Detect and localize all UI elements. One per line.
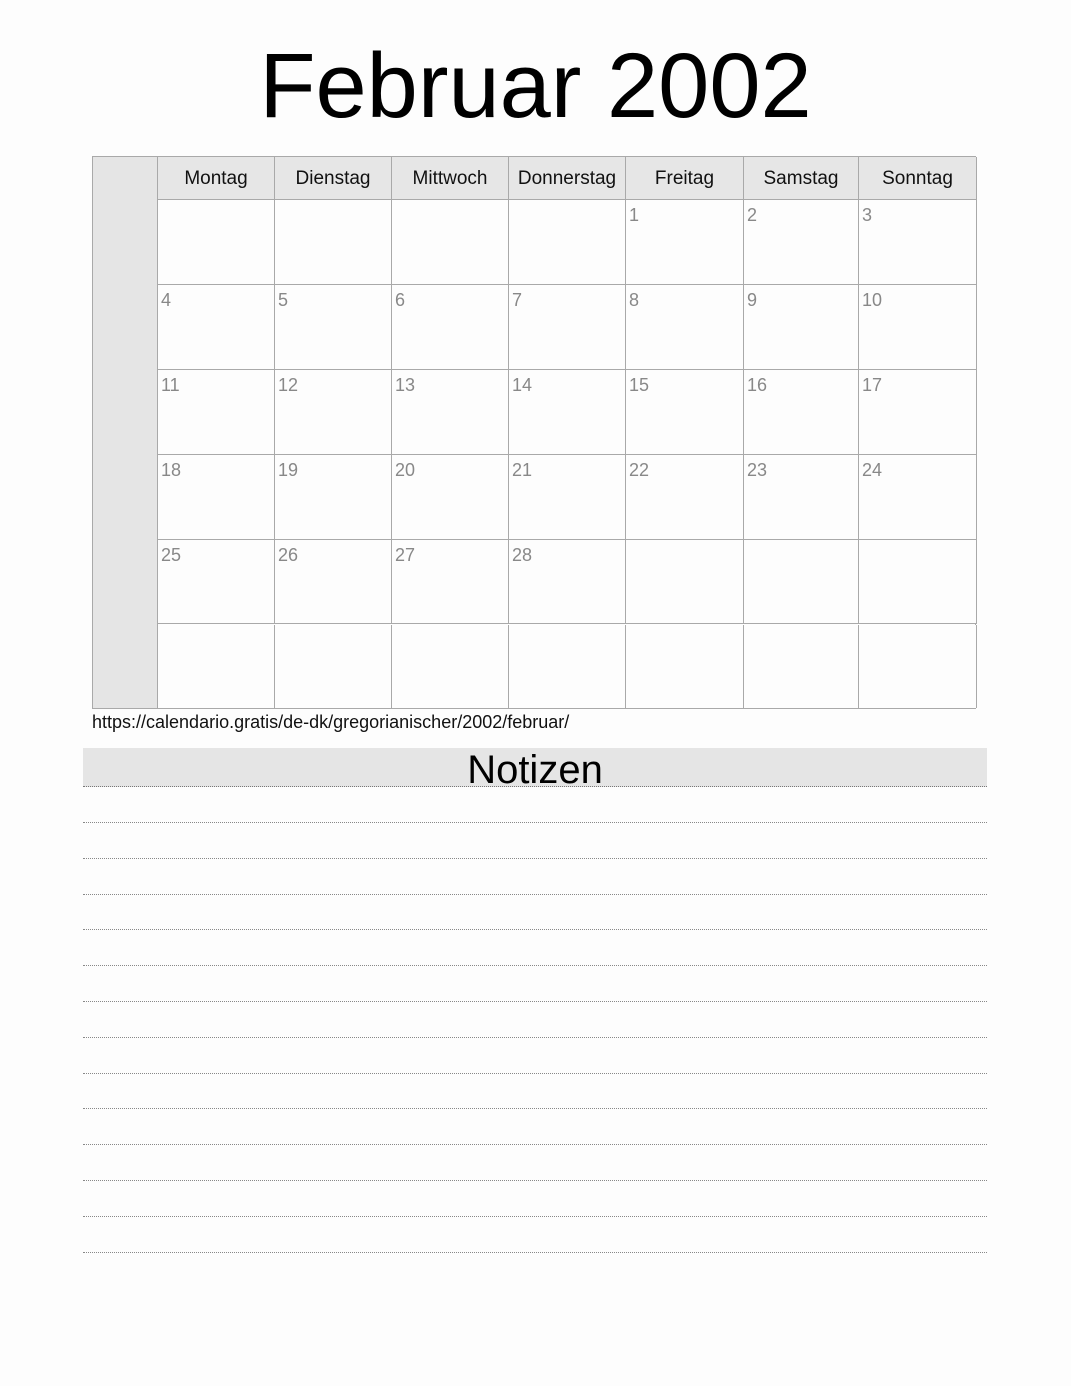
day-number: 20 xyxy=(395,459,416,480)
note-line xyxy=(83,1001,987,1002)
day-cell xyxy=(626,200,744,285)
day-cell xyxy=(392,540,509,625)
day-cell xyxy=(392,625,509,709)
note-line xyxy=(83,965,987,966)
day-cell xyxy=(509,540,626,625)
note-line xyxy=(83,1216,987,1217)
day-cell xyxy=(859,455,977,540)
day-number: 7 xyxy=(512,289,523,310)
day-number: 6 xyxy=(395,289,406,310)
day-cell xyxy=(275,625,392,709)
note-line xyxy=(83,1180,987,1181)
day-cell xyxy=(626,285,744,370)
day-number: 15 xyxy=(629,374,650,395)
day-number: 27 xyxy=(395,544,416,565)
day-cell xyxy=(859,625,977,709)
note-line xyxy=(83,1037,987,1038)
weekday-header: Freitag xyxy=(626,157,744,200)
day-cell xyxy=(392,200,509,285)
day-cell xyxy=(392,285,509,370)
weekday-header: Mittwoch xyxy=(392,157,509,200)
day-cell xyxy=(158,200,275,285)
day-number: 12 xyxy=(278,374,299,395)
day-number: 11 xyxy=(161,374,180,395)
day-cell xyxy=(509,370,626,455)
day-cell xyxy=(158,370,275,455)
day-cell xyxy=(392,455,509,540)
weekday-header: Montag xyxy=(158,157,275,200)
day-cell xyxy=(626,455,744,540)
day-number: 16 xyxy=(747,374,768,395)
day-cell xyxy=(626,625,744,709)
day-number: 2 xyxy=(747,205,758,225)
day-number: 19 xyxy=(278,459,299,480)
note-line xyxy=(83,894,987,895)
day-number: 10 xyxy=(862,289,883,310)
day-cell xyxy=(744,540,859,625)
day-cell xyxy=(626,370,744,455)
note-line xyxy=(83,1108,987,1109)
day-cell xyxy=(509,455,626,540)
notes-heading: Notizen xyxy=(83,748,987,787)
day-cell xyxy=(626,540,744,625)
day-cell xyxy=(859,200,977,285)
day-cell xyxy=(392,370,509,455)
page-title: Februar 2002 xyxy=(259,35,812,137)
day-number: 24 xyxy=(862,459,883,480)
day-cell xyxy=(275,200,392,285)
day-cell xyxy=(509,625,626,709)
weekday-header: Donnerstag xyxy=(509,157,626,200)
source-url: https://calendario.gratis/de-dk/gregorianischer/2002/februar/ xyxy=(92,712,570,732)
day-cell xyxy=(275,455,392,540)
day-number: 9 xyxy=(747,289,758,310)
day-cell xyxy=(859,540,977,625)
week-number-column xyxy=(93,157,158,708)
note-line xyxy=(83,822,987,823)
day-number: 4 xyxy=(161,289,172,310)
weekday-header: Samstag xyxy=(744,157,859,200)
day-cell xyxy=(859,370,977,455)
day-number: 5 xyxy=(278,289,289,310)
calendar-days xyxy=(158,157,975,708)
weekday-header: Dienstag xyxy=(275,157,392,200)
note-line xyxy=(83,1144,987,1145)
day-number: 22 xyxy=(629,459,650,480)
day-number: 8 xyxy=(629,289,640,310)
day-cell xyxy=(509,285,626,370)
day-cell xyxy=(744,370,859,455)
day-cell xyxy=(744,200,859,285)
day-number: 25 xyxy=(161,544,182,565)
note-line xyxy=(83,858,987,859)
day-number: 21 xyxy=(512,459,533,480)
day-cell xyxy=(158,625,275,709)
day-number: 23 xyxy=(747,459,768,480)
note-line xyxy=(83,1252,987,1253)
day-cell xyxy=(744,285,859,370)
day-cell xyxy=(859,285,977,370)
day-number: 17 xyxy=(862,374,883,395)
weekday-header: Sonntag xyxy=(859,157,977,200)
day-number: 14 xyxy=(512,374,533,395)
note-line xyxy=(83,1073,987,1074)
day-number: 13 xyxy=(395,374,416,395)
day-number: 3 xyxy=(862,205,873,225)
note-line xyxy=(83,929,987,930)
day-cell xyxy=(744,455,859,540)
day-cell xyxy=(275,370,392,455)
day-cell xyxy=(744,625,859,709)
day-cell xyxy=(158,455,275,540)
day-cell xyxy=(275,285,392,370)
day-cell xyxy=(275,540,392,625)
day-cell xyxy=(158,285,275,370)
day-number: 18 xyxy=(161,459,182,480)
calendar-grid xyxy=(92,156,976,709)
day-number: 26 xyxy=(278,544,299,565)
day-cell xyxy=(158,540,275,625)
day-cell xyxy=(509,200,626,285)
day-number: 1 xyxy=(629,205,640,225)
day-number: 28 xyxy=(512,544,533,565)
